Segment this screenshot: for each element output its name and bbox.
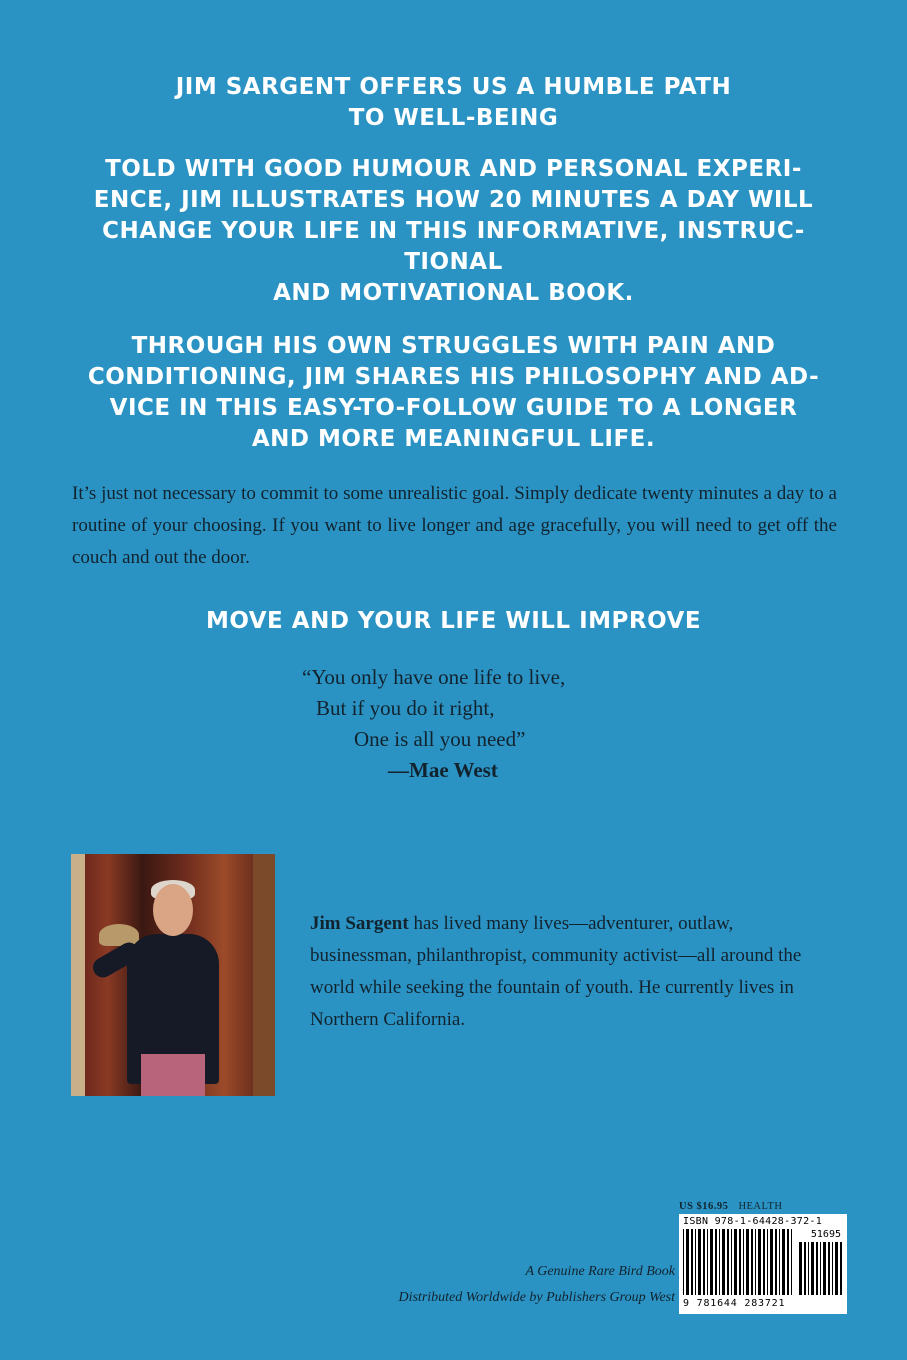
author-bio — [310, 908, 832, 1036]
blurb-paragraph-2 — [60, 331, 847, 455]
blurb-line: THROUGH HIS OWN STRUGGLES WITH PAIN AND — [131, 333, 776, 359]
price: US $16.95 — [679, 1201, 729, 1212]
publisher-credit: A Genuine Rare Bird Book — [525, 1264, 675, 1279]
blurb-line: CONDITIONING, JIM SHARES HIS PHILOSOPHY AND AD- — [87, 364, 820, 390]
blurb-paragraph-1 — [60, 154, 847, 309]
barcode-addon-bars — [799, 1242, 843, 1295]
quote-block — [270, 662, 670, 786]
blurb-line: CHANGE YOUR LIFE IN THIS INFORMATIVE, INSTRUC- — [102, 218, 805, 244]
barcode-bars — [683, 1229, 795, 1295]
headline-line: TO WELL-BEING — [348, 105, 559, 131]
blurb-line: TOLD WITH GOOD HUMOUR AND PERSONAL EXPERI- — [105, 156, 802, 182]
body-paragraph: It’s just not necessary to commit to some unrealistic goal. Simply dedicate twenty minutes a day to a routine of your choosing. If you want to live longer and age gracefully, you will need to get off the couch and out the door. — [72, 483, 837, 568]
price-label — [679, 1201, 847, 1212]
distributor-credit: Distributed Worldwide by Publishers Group West — [398, 1290, 675, 1305]
tagline: MOVE AND YOUR LIFE WILL IMPROVE — [205, 608, 702, 634]
quote-line: But if you do it right, — [316, 696, 495, 720]
quote-line: “You only have one life to live, — [302, 665, 566, 689]
blurb-line: TIONAL — [404, 249, 503, 275]
headline-line: JIM SARGENT OFFERS US A HUMBLE PATH — [175, 74, 732, 100]
price-code: 51695 — [810, 1229, 841, 1240]
quote-line: One is all you need” — [354, 727, 526, 751]
author-photo — [71, 854, 275, 1096]
blurb-line: AND MORE MEANINGFUL LIFE. — [251, 426, 656, 452]
blurb-line: ENCE, JIM ILLUSTRATES HOW 20 MINUTES A DAY WILL — [93, 187, 814, 213]
quote-attribution: —Mae West — [388, 758, 498, 782]
category: HEALTH — [738, 1201, 783, 1212]
author-bio-text: has lived many lives—adventurer, outlaw, businessman, philanthropist, community activist—all around the world while seeking the fountain of youth. He currently lives in Northern California. — [310, 913, 802, 1030]
blurb-line: VICE IN THIS EASY-TO-FOLLOW GUIDE TO A LONGER — [109, 395, 798, 421]
barcode-digits: 9 781644 283721 — [683, 1298, 786, 1309]
barcode — [679, 1214, 847, 1314]
isbn-text: ISBN 978-1-64428-372-1 — [683, 1216, 823, 1227]
blurb-line: AND MOTIVATIONAL BOOK. — [273, 280, 634, 306]
headline — [60, 72, 847, 134]
author-name: Jim Sargent — [310, 913, 409, 934]
